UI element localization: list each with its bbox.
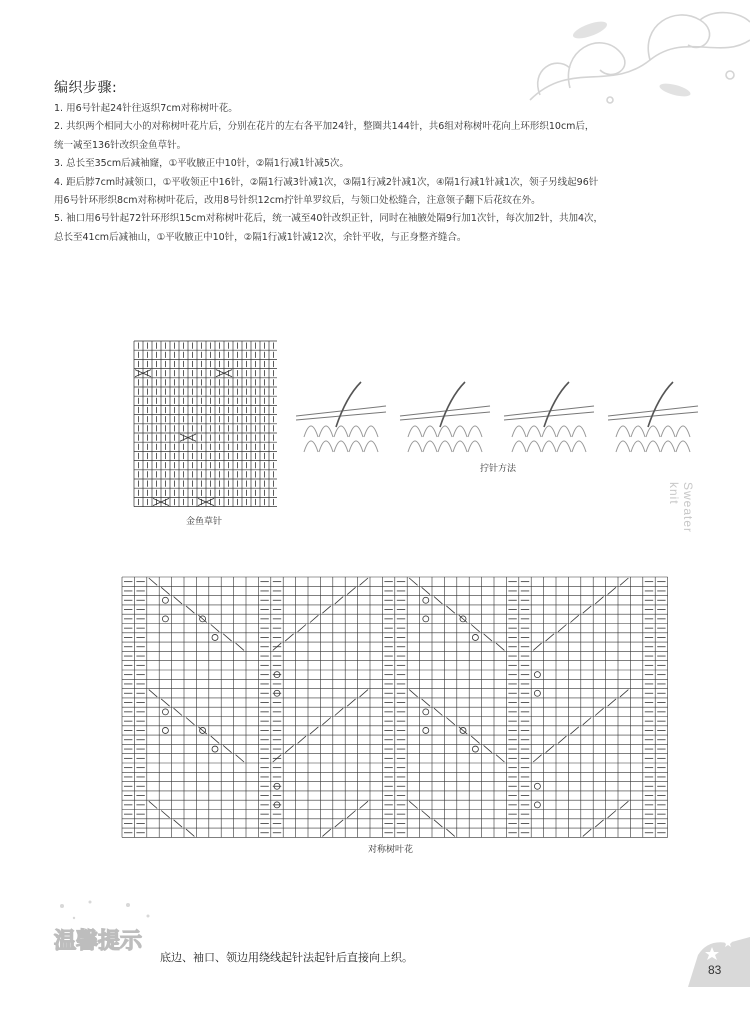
goldfish-stitch-chart bbox=[133, 340, 277, 507]
tip-badge-icon bbox=[50, 896, 160, 960]
step-line: 3. 总长至35cm后减袖窿，①平收腋正中10针，②隔1行减1针减5次。 bbox=[54, 158, 349, 170]
knit-twist-step-icons bbox=[296, 372, 706, 462]
page-number: 83 bbox=[708, 963, 722, 977]
twist-method-caption: 拧针方法 bbox=[480, 464, 517, 474]
step-line: 2. 共织两个相同大小的对称树叶花片后，分别在花片的左右各平加24针，整圈共144针，共6组对称树叶花向上环形织10cm后， bbox=[54, 121, 595, 133]
sweater-knit-side-text: Sweater knit bbox=[667, 482, 695, 534]
step-line: 5. 袖口用6号针起72针环形织15cm对称树叶花后，统一减至40针改织正针，同时在袖腋处隔9行加1次针，每次加2针，共加4次， bbox=[54, 213, 604, 225]
tip-badge-text: 温馨提示 bbox=[54, 929, 143, 954]
leaf-chart-caption: 对称树叶花 bbox=[368, 845, 414, 855]
tip-text: 底边、袖口、领边用绕线起针法起针后直接向上织。 bbox=[160, 951, 413, 964]
step-line: 4. 距后脖7cm时减领口，①平收领正中16针，②隔1行减3针减1次，③隔1行减2针减1次，④隔1行减1针减1次，领子另线起96针 bbox=[54, 176, 599, 188]
symmetric-leaf-chart bbox=[121, 576, 669, 838]
goldfish-chart-caption: 金鱼草针 bbox=[186, 517, 223, 527]
star-icon bbox=[688, 935, 750, 987]
step-line: 统一减至136针改织金鱼草针。 bbox=[54, 139, 187, 151]
step-line: 总长至41cm后减袖山，①平收腋正中10针，②隔1行减1针减12次，余针平收，与正身整齐缝合。 bbox=[54, 231, 467, 243]
step-line: 用6号针环形织8cm对称树叶花后，改用8号针织12cm拧针单罗纹后，与领口处松缝合，注意领子翻下后花纹在外。 bbox=[54, 195, 541, 207]
knitting-steps bbox=[54, 100, 704, 247]
scroll-ornament-icon bbox=[500, 0, 750, 110]
step-line: 1. 用6号针起24针往返织7cm对称树叶花。 bbox=[54, 103, 238, 114]
page-heading: 编织步骤: bbox=[54, 80, 118, 96]
